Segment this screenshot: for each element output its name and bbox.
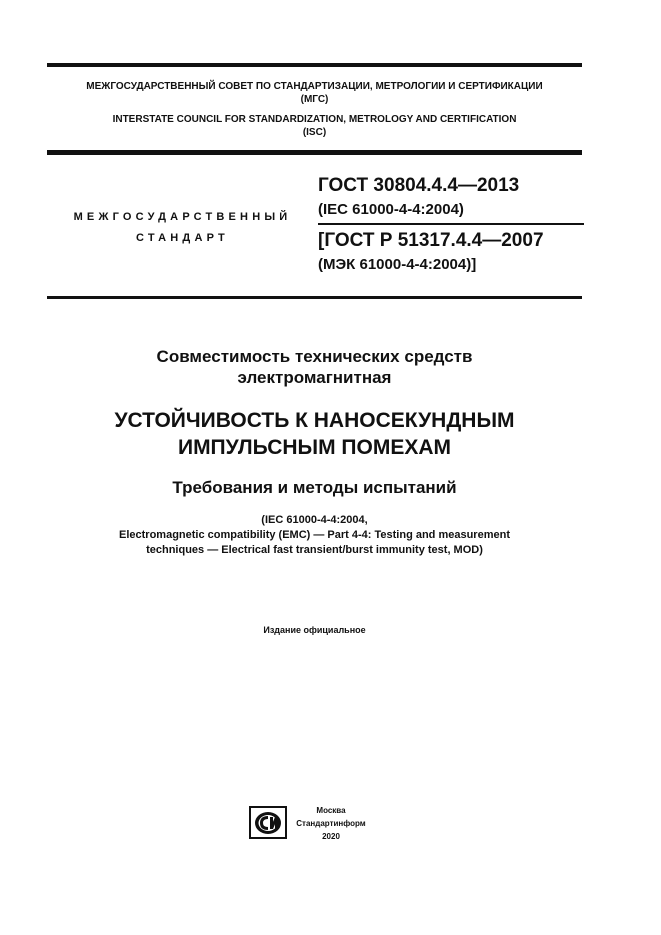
intl-line2: Electromagnetic compatibility (EMC) — Part 4-4: Testing and measurement bbox=[119, 529, 510, 541]
title-line1: Совместимость технических средств bbox=[156, 347, 473, 366]
iec-code: (IEC 61000-4-4:2004) bbox=[318, 201, 464, 218]
standard-label-line1: МЕЖГОСУДАРСТВЕННЫЙ bbox=[73, 211, 292, 223]
council-en-line2: (ISC) bbox=[302, 127, 327, 138]
international-reference bbox=[47, 513, 582, 558]
publisher-logo bbox=[249, 806, 289, 840]
council-en-line1: INTERSTATE COUNCIL FOR STANDARDIZATION, METROLOGY AND CERTIFICATION bbox=[112, 114, 517, 125]
publisher-year: 2020 bbox=[322, 832, 340, 841]
standard-codes bbox=[318, 174, 584, 277]
publisher-name: Стандартинформ bbox=[296, 819, 366, 828]
council-ru-line1: МЕЖГОСУДАРСТВЕННЫЙ СОВЕТ ПО СТАНДАРТИЗАЦИИ, МЕТРОЛОГИИ И СЕРТИФИКАЦИИ bbox=[86, 81, 543, 92]
edition-label: Издание официальное bbox=[263, 625, 366, 635]
main-title-line1: УСТОЙЧИВОСТЬ К НАНОСЕКУНДНЫМ bbox=[114, 409, 515, 432]
publisher-info bbox=[288, 804, 374, 843]
main-title-line2: ИМПУЛЬСНЫМ ПОМЕХАМ bbox=[177, 436, 452, 459]
mek-code: (МЭК 61000-4-4:2004)] bbox=[318, 256, 477, 273]
top-rule bbox=[47, 63, 582, 67]
codes-rule bbox=[47, 296, 582, 299]
gost-code: ГОСТ 30804.4.4—2013 bbox=[318, 175, 520, 196]
standard-label bbox=[55, 207, 310, 249]
codes-separator bbox=[318, 223, 584, 225]
title-line2: электромагнитная bbox=[237, 368, 392, 387]
publisher-city: Москва bbox=[316, 806, 346, 815]
council-ru-line2: (МГС) bbox=[300, 94, 329, 105]
intl-line3: techniques — Electrical fast transient/burst immunity test, MOD) bbox=[146, 544, 483, 556]
standard-label-line2: СТАНДАРТ bbox=[136, 232, 229, 244]
main-title bbox=[47, 407, 582, 461]
intl-line1: (IEC 61000-4-4:2004, bbox=[261, 514, 368, 526]
council-header bbox=[47, 80, 582, 139]
title-block bbox=[47, 346, 582, 388]
header-rule bbox=[47, 150, 582, 155]
subtitle: Требования и методы испытаний bbox=[172, 478, 457, 497]
gost-r-code: [ГОСТ Р 51317.4.4—2007 bbox=[318, 230, 544, 251]
